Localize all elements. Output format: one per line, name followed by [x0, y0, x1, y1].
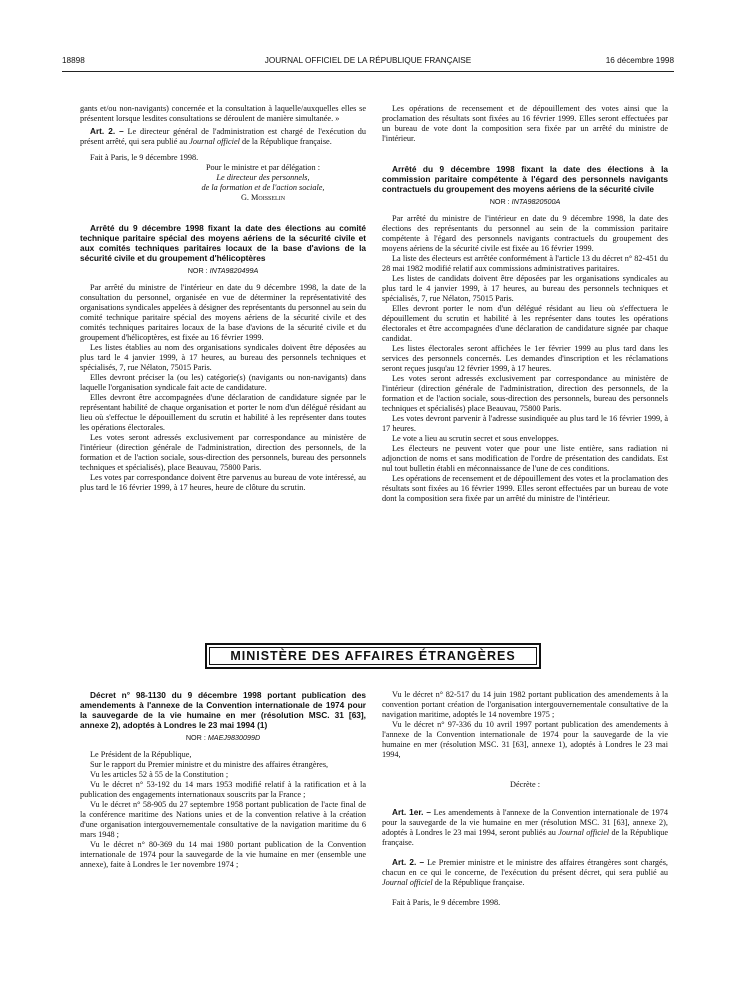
- signatory-name: G. Moisselin: [240, 193, 286, 202]
- arrete-1-nor: NOR : INTA9820499A: [187, 266, 259, 275]
- journal-title: JOURNAL OFFICIEL DE LA RÉPUBLIQUE FRANÇAISE: [264, 56, 472, 65]
- page-number: 18898: [62, 56, 85, 65]
- header-rule: [62, 71, 674, 72]
- decret-left-column: Décret n° 98-1130 du 9 décembre 1998 portant publication des amendements à l'annexe de la Convention internationale de 1974 pour la sauvegarde de la vie humaine en mer (résolution MSC. 31 [63], annexe 2), adoptés à Londres le 23 mai 1994 (1) NOR : MAEJ9830099D Le Président de la République, Sur le rapport du Premier ministre et du ministre des affaires étrangères, Vu les articles 52 à 55 de la Constitution ; Vu le décret n° 53-192 du 14 mars 1953 modifié relatif à la ratification et à la publication des engagements internationaux souscrits par la France ; Vu le décret n° 58-905 du 27 septembre 1958 portant publication de l'acte final de la conférence maritime des Nations unies et de la convention relative à la création d'une organisation intergouvernementale consultative de la navigation maritime du 6 mars 1948 ; Vu le décret n° 80-369 du 14 mai 1980 portant publication de la Convention internationale de 1974 pour la sauvegarde de la vie humaine en mer (ensemble une annexe), faite à Londres le 1er novembre 1974 ;: [80, 690, 366, 869]
- right-column: [382, 104, 668, 504]
- decret-right-column: Vu le décret n° 82-517 du 14 juin 1982 portant publication des amendements à la convention portant création de l'organisation intergouvernementale consultative de la navigation maritime, adoptés le 14 novembre 1975 ; Vu le décret n° 97-336 du 10 avril 1997 portant publication des amendements à l'annexe de la Convention internationale de 1974 pour la sauvegarde de la vie humaine en mer (résolution MSC. 31 [63], annexe 1), adoptés à Londres le 23 mai 1994, Décrète : Art. 1er. – Les amendements à l'annexe de la Convention internationale de 1974 pour la sauvegarde de la vie humaine en mer (résolution MSC. 31 [63], annexe 2), adoptés à Londres le 23 mai 1994, seront publiés au Journal officiel de la République française. Art. 2. – Le Premier ministre et le ministre des affaires étrangères sont chargés, chacun en ce qui le concerne, de l'exécution du présent décret, qui sera publié au Journal officiel de la République française. Fait à Paris, le 9 décembre 1998.: [382, 690, 669, 907]
- arrete-1: Arrêté du 9 décembre 1998 fixant la date des élections au comité technique paritaire spécial des moyens aériens de la sécurité civile et aux comités techniques paritaires locaux de la base d'avions de la sécurité civile et du groupement d'hélicoptères NOR : INTA9820499A Par arrêté du ministre de l'intérieur en date du 9 décembre 1998, la date de la consultation du personnel, organisée en vue de déterminer la représentativité des organisations syndicales appelées à désigner des représentants du personnel au sein du comité technique paritaire spécial des moyens aériens de la sécurité civile et des comités techniques paritaires locaux de la base d'avions de la sécurité civile et du groupement d'hélicoptères, est fixée au 16 février 1999. Les listes établies au nom des organisations syndicales doivent être déposées au plus tard le 4 janvier 1999, à 17 heures, au bureau des personnels techniques et spécialisés, 7, rue Nélaton, 75015 Paris. Elles devront préciser la (ou les) catégorie(s) (navigants ou non-navigants) dans laquelle l'organisation syndicale fait acte de candidature. Elles devront être accompagnées d'une déclaration de candidature signée par le représentant habilité de chaque organisation et porter le nom d'un délégué résidant au lieu où s'effectue le dépouillement du scrutin et habilité à les représenter dans toutes les opérations électorales. Les votes seront adressés exclusivement par correspondance au ministère de l'intérieur (direction générale de l'administration, direction des personnels, de la formation et de l'action sociale, sous-direction des personnels, bureau des personnels techniques et spécialisés), place Beauvau, 75800 Paris. Les votes par correspondance doivent être parvenus au bureau de vote intéressé, au plus tard le 16 février 1999, à 17 heures, heure de clôture du scrutin.: [80, 223, 366, 492]
- continued-text: gants et/ou non-navigants) concernée et la consultation à laquelle/auxquelles elles se présentent lorsque lesdites consultations se déroulent de manière simultanée. »: [80, 104, 366, 123]
- decrete: Décrète :: [510, 780, 540, 789]
- article-2: Art. 2. – Le directeur général de l'administration est chargé de l'exécution du présent arrêté, qui sera publié au Journal officiel de la République française.: [80, 127, 367, 146]
- decret-article-1: Art. 1er. – Les amendements à l'annexe de la Convention internationale de 1974 pour la sauvegarde de la vie humaine en mer (résolution MSC. 31 [63], annexe 2), adoptés à Londres le 23 mai 1994, seront publiés au Journal officiel de la République française.: [382, 808, 669, 847]
- decret-title: Décret n° 98-1130 du 9 décembre 1998 portant publication des amendements à l'annexe de la Convention internationale de 1974 pour la sauvegarde de la vie humaine en mer (résolution MSC. 31 [63], annexe 2), adoptés à Londres le 23 mai 1994 (1): [80, 690, 366, 730]
- issue-date: 16 décembre 1998: [605, 56, 674, 65]
- signature-date: Fait à Paris, le 9 décembre 1998.: [90, 153, 199, 162]
- arrete-2: Arrêté du 9 décembre 1998 fixant la date des élections à la commission paritaire compétente à l'égard des personnels navigants contractuels du groupement des moyens aériens de la sécurité civile NOR : INTA9820500A Par arrêté du ministre de l'intérieur en date du 9 décembre 1998, la date des élections des représentants du personnel au sein de la commission paritaire compétente à l'égard des personnels navigants contractuels du groupement des moyens aériens de la sécurité civile est fixée au 16 février 1999. La liste des électeurs est arrêtée conformément à l'article 13 du décret n° 82-451 du 28 mai 1982 modifié relatif aux commissions administratives paritaires. Les listes de candidats doivent être déposées par les organisations syndicales au plus tard le 4 janvier 1999, à 17 heures, au bureau des personnels techniques et spécialisés, 7, rue Nélaton, 75015 Paris. Elles devront porter le nom d'un délégué résidant au lieu où s'effectuera le dépouillement du scrutin et habilité à les représenter dans toutes les opérations électorales et être accompagnées d'une déclaration de candidature signée par chaque candidat. Les listes électorales seront affichées le 1er février 1999 au plus tard dans les services des personnels concernés. Les demandes d'inscription et les réclamations seront reçues jusqu'au 12 février 1999, à 17 heures. Les votes seront adressés exclusivement par correspondance au ministère de l'intérieur (direction générale de l'administration, direction des personnels, de la formation et de l'action sociale, sous-direction des personnels, bureau des personnels techniques et spécialisés) place Beauvau, 75800 Paris. Les votes devront parvenir à l'adresse susindiquée au plus tard le 16 février 1999, à 17 heures. Le vote a lieu au scrutin secret et sous enveloppes. Les électeurs ne peuvent voter que pour une liste entière, sans radiation ni adjonction de noms et sans modification de l'ordre de présentation des candidats. Est nul tout bulletin établi en méconnaissance de l'une de ces conditions. Les opérations de recensement et de dépouillement des votes et la proclamation des résultats sont fixées au 16 février 1999. Elles seront effectuées par un bureau de vote dont la composition sera fixée par un arrêté du ministre de l'intérieur.: [382, 164, 668, 503]
- decret-signature-date: Fait à Paris, le 9 décembre 1998.: [392, 898, 501, 907]
- arrete-2-nor: NOR : INTA9820500A: [489, 197, 561, 206]
- arrete-1-title: Arrêté du 9 décembre 1998 fixant la date des élections au comité technique paritaire spécial des moyens aériens de la sécurité civile et aux comités techniques paritaires locaux de la base d'avions de la sécurité civile et du groupement d'hélicoptères: [80, 223, 366, 263]
- ministry-heading-box: [205, 643, 541, 669]
- ministry-heading: MINISTÈRE DES AFFAIRES ÉTRANGÈRES: [209, 647, 537, 665]
- arrete-2-title: Arrêté du 9 décembre 1998 fixant la date des élections à la commission paritaire compétente à l'égard des personnels navigants contractuels du groupement des moyens aériens de la sécurité civile: [382, 164, 668, 194]
- left-column: [80, 104, 366, 493]
- continued-text-right: Les opérations de recensement et de dépouillement des votes ainsi que la proclamation des résultats sont fixées au 16 février 1999. Elles seront effectuées par un bureau de vote dont la composition sera fixée par un arrêté du ministre de l'intérieur.: [382, 104, 668, 143]
- page-header: [62, 56, 674, 70]
- signature-block: Pour le ministre et par délégation : Le directeur des personnels, de la formation et de l'action sociale, G. Moisselin: [160, 163, 366, 203]
- decret-article-2: Art. 2. – Le Premier ministre et le ministre des affaires étrangères sont chargés, chacun en ce qui le concerne, de l'exécution du présent décret, qui sera publié au Journal officiel de la République française.: [382, 858, 668, 887]
- decret-nor: NOR : MAEJ9830099D: [185, 733, 261, 742]
